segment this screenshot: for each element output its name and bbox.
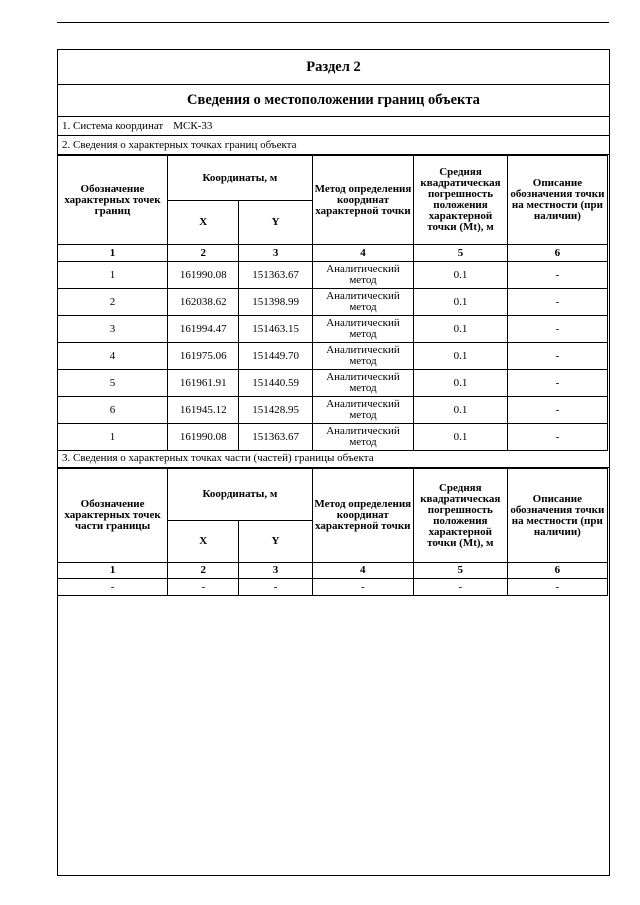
part-point-description: - [507,579,607,596]
column-number: 1 [58,245,168,262]
section-title: Раздел 2 [58,50,609,85]
point-x: 161945.12 [167,397,238,424]
table-row [58,424,608,451]
header-designation: Обозначение характерных точек границ [58,156,168,245]
points-table [57,155,608,451]
header-accuracy: Средняя квадратическая погрешность положения характерной точки (Mt), м [414,156,508,245]
point-description: - [507,262,607,289]
coord-system-label: 1. Система координат [62,120,164,132]
section-subtitle: Сведения о местоположении границ объекта [58,85,609,117]
header-description: Описание обозначения точки на местности (при наличии) [507,469,607,563]
column-number: 3 [239,563,312,579]
table-row [58,262,608,289]
header-method: Метод определения координат характерной точки [312,469,413,563]
point-method: Аналитический метод [312,262,413,289]
column-number: 2 [167,245,238,262]
part-point-x: - [168,579,239,596]
point-y: 151428.95 [239,397,312,424]
point-method: Аналитический метод [312,424,413,451]
points-section-label: 2. Сведения о характерных точках границ объекта [58,136,609,155]
point-description: - [507,424,607,451]
parts-section-label: 3. Сведения о характерных точках части (частей) границы объекта [58,449,609,468]
point-description: - [507,343,607,370]
header-y: Y [239,521,312,563]
part-point-method: - [312,579,413,596]
column-numbers-row [58,245,608,262]
point-id: 1 [58,424,168,451]
column-number: 1 [58,563,168,579]
column-numbers-row [58,563,608,579]
column-number: 6 [507,563,607,579]
point-y: 151363.67 [239,262,312,289]
table-row [58,316,608,343]
column-number: 6 [507,245,607,262]
point-id: 2 [58,289,168,316]
point-id: 3 [58,316,168,343]
point-x: 161990.08 [167,424,238,451]
point-x: 161990.08 [167,262,238,289]
point-method: Аналитический метод [312,289,413,316]
point-method: Аналитический метод [312,370,413,397]
table-row [58,370,608,397]
point-accuracy: 0.1 [414,316,508,343]
part-point-accuracy: - [413,579,507,596]
column-number: 5 [413,563,507,579]
header-accuracy: Средняя квадратическая погрешность положения характерной точки (Mt), м [413,469,507,563]
column-number: 4 [312,563,413,579]
point-method: Аналитический метод [312,397,413,424]
column-number: 2 [168,563,239,579]
point-x: 161994.47 [167,316,238,343]
point-y: 151398.99 [239,289,312,316]
header-coordinates: Координаты, м [167,156,312,201]
header-y: Y [239,201,312,245]
point-x: 161961.91 [167,370,238,397]
point-accuracy: 0.1 [414,262,508,289]
point-id: 5 [58,370,168,397]
column-number: 4 [312,245,413,262]
part-point-y: - [239,579,312,596]
header-designation: Обозначение характерных точек части границы [58,469,168,563]
coord-system-row [58,117,609,136]
table-row [58,289,608,316]
point-description: - [507,397,607,424]
header-description: Описание обозначения точки на местности (при наличии) [507,156,607,245]
column-number: 3 [239,245,312,262]
point-description: - [507,370,607,397]
point-id: 1 [58,262,168,289]
point-method: Аналитический метод [312,316,413,343]
point-accuracy: 0.1 [414,424,508,451]
column-number: 5 [414,245,508,262]
point-x: 162038.62 [167,289,238,316]
point-x: 161975.06 [167,343,238,370]
top-rule [57,22,609,23]
header-x: X [168,521,239,563]
header-method: Метод определения координат характерной точки [312,156,413,245]
point-description: - [507,316,607,343]
parts-table [57,468,608,596]
point-id: 4 [58,343,168,370]
point-method: Аналитический метод [312,343,413,370]
point-y: 151363.67 [239,424,312,451]
point-y: 151463.15 [239,316,312,343]
coord-system-value: МСК-33 [173,120,213,132]
table-row [58,397,608,424]
header-coordinates: Координаты, м [168,469,312,521]
point-y: 151449.70 [239,343,312,370]
document-frame [57,49,610,876]
point-y: 151440.59 [239,370,312,397]
point-id: 6 [58,397,168,424]
part-point-id: - [58,579,168,596]
table-row [58,343,608,370]
point-description: - [507,289,607,316]
header-x: X [167,201,238,245]
point-accuracy: 0.1 [414,343,508,370]
table-row [58,579,608,596]
point-accuracy: 0.1 [414,289,508,316]
point-accuracy: 0.1 [414,370,508,397]
point-accuracy: 0.1 [414,397,508,424]
